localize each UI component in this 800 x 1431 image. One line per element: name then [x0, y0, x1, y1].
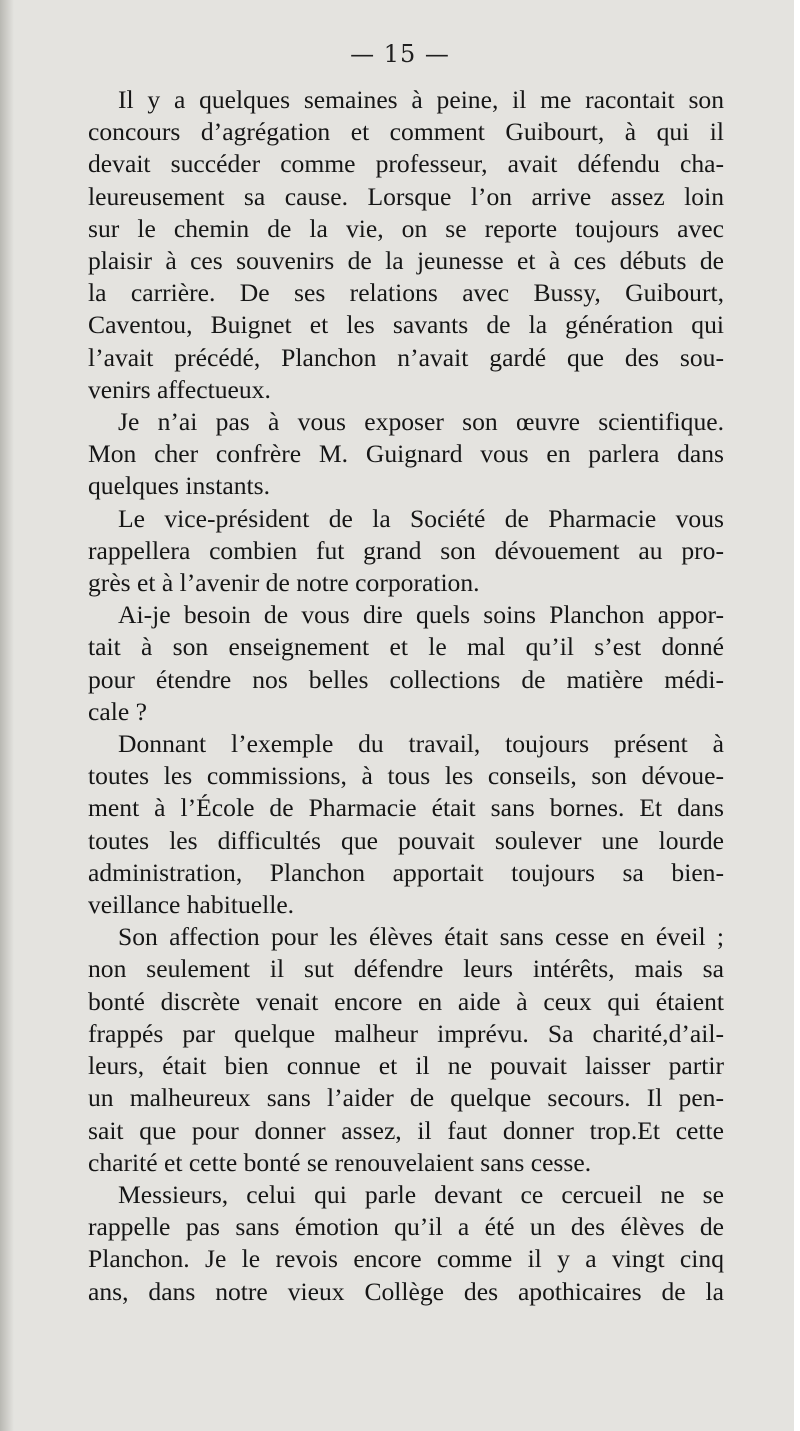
text-line: Mon cher confrère M. Guignard vous en parlera dans [88, 439, 724, 469]
text-line: leureusement sa cause. Lorsque l’on arrive assez loin [88, 181, 724, 211]
text-line: non seulement il sut défendre leurs intérêts, mais sa [88, 954, 724, 984]
text-line: l’avait précédé, Planchon n’avait gardé que des sou- [88, 342, 724, 372]
text-line: ment à l’École de Pharmacie était sans bornes. Et dans [88, 793, 724, 823]
text-line: leurs, était bien connue et il ne pouvait laisser partir [88, 1051, 724, 1081]
text-line: plaisir à ces souvenirs de la jeunesse et à ces débuts de [88, 246, 724, 276]
text-line: rappelle pas sans émotion qu’il a été un des élèves de [88, 1212, 724, 1242]
text-line: Caventou, Buignet et les savants de la génération qui [88, 310, 724, 340]
text-line: sait que pour donner assez, il faut donner trop.Et cette [88, 1115, 724, 1145]
text-line: Il y a quelques semaines à peine, il me racontait son [118, 85, 724, 114]
text-line: rappellera combien fut grand son dévouement au pro- [88, 535, 724, 565]
text-line: concours d’agrégation et comment Guibourt, à qui il [88, 117, 724, 147]
text-line: grès et à l’avenir de notre corporation. [88, 568, 480, 598]
text-line: toutes les commissions, à tous les conseils, son dévoue- [88, 761, 724, 791]
text-line: Le vice-président de la Société de Pharmacie vous [118, 503, 724, 533]
text-line: quelques instants. [88, 471, 270, 501]
paragraph [88, 503, 724, 600]
page-number: — 15 — [350, 40, 450, 68]
text-line: venirs affectueux. [88, 374, 271, 404]
text-line: Donnant l’exemple du travail, toujours présent à [118, 729, 724, 759]
text-line: frappés par quelque malheur imprévu. Sa charité,d’ail- [88, 1018, 724, 1048]
text-line: Messieurs, celui qui parle devant ce cercueil ne se [118, 1179, 724, 1209]
paragraph [88, 406, 724, 503]
text-line: veillance habituelle. [88, 890, 295, 920]
text-line: Planchon. Je le revois encore comme il y a vingt cinq [88, 1244, 724, 1274]
text-line: Ai-je besoin de vous dire quels soins Planchon appor- [118, 600, 724, 630]
text-line: devait succéder comme professeur, avait défendu cha- [88, 149, 724, 179]
text-line: Son affection pour les élèves était sans cesse en éveil ; [118, 922, 724, 952]
text-line: bonté discrète venait encore en aide à ceux qui étaient [88, 986, 724, 1016]
text-line: sur le chemin de la vie, on se reporte toujours avec [88, 213, 724, 243]
text-line: toutes les difficultés que pouvait soulever une lourde [88, 825, 724, 855]
text-line: cale ? [88, 696, 147, 726]
paragraph [88, 1179, 724, 1308]
paragraph [88, 728, 724, 921]
paragraph [88, 84, 724, 406]
text-line: Je n’ai pas à vous exposer son œuvre scientifique. [118, 407, 724, 437]
text-line: un malheureux sans l’aider de quelque secours. Il pen- [88, 1083, 724, 1113]
text-line: ans, dans notre vieux Collège des apothicaires de la [88, 1276, 724, 1306]
text-line: tait à son enseignement et le mal qu’il s’est donné [88, 632, 724, 662]
page-gutter-shadow [0, 0, 14, 1431]
text-line: administration, Planchon apportait toujours sa bien- [88, 857, 724, 887]
paragraph [88, 599, 724, 728]
body-text [88, 84, 724, 1308]
page-right-edge [794, 0, 800, 1431]
text-line: charité et cette bonté se renouvelaient sans cesse. [88, 1147, 592, 1177]
paragraph [88, 921, 724, 1179]
text-line: pour étendre nos belles collections de matière médi- [88, 664, 724, 694]
text-line: la carrière. De ses relations avec Bussy, Guibourt, [88, 278, 724, 308]
